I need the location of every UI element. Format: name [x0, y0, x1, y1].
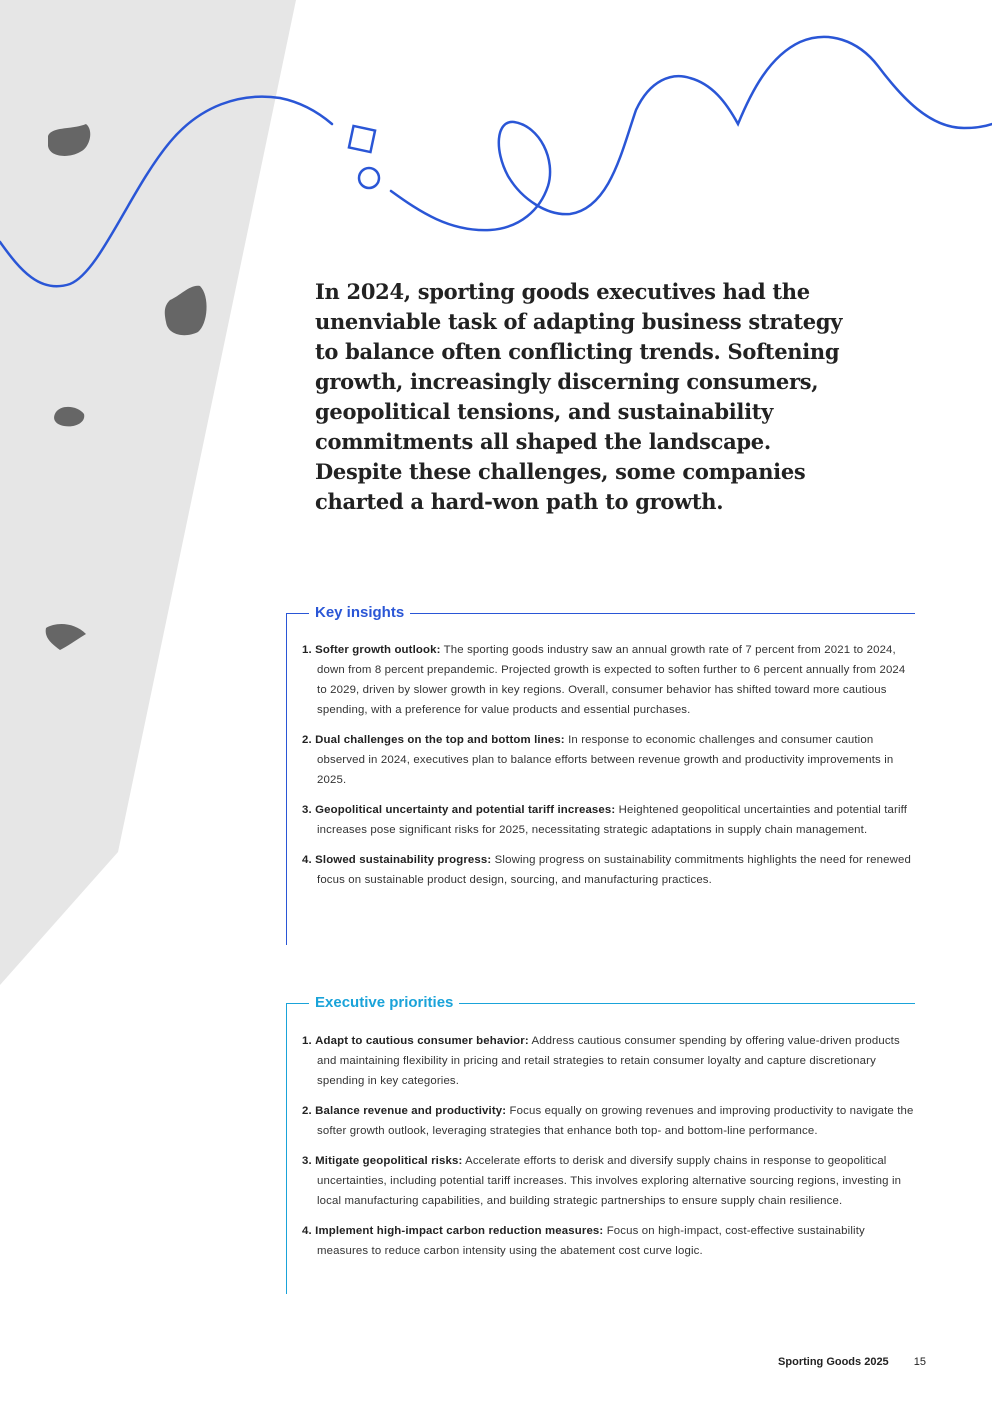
section-side-rule: [286, 613, 287, 945]
list-item: 3. Mitigate geopolitical risks: Accelerate efforts to derisk and diversify supply chains in response to geopolitical uncertainties, including potential tariff increases. This involves exploring alternative sourcing regions, investing in local manufacturing capabilities, and building strategic partnerships to ensure supply chain resilience.: [302, 1155, 902, 1207]
list-item: 4. Slowed sustainability progress: Slowing progress on sustainability commitments highlights the need for renewed focus on sustainable product design, sourcing, and manufacturing practices.: [302, 854, 911, 886]
list-item: 1. Adapt to cautious consumer behavior: Address cautious consumer spending by offering value-driven products and maintaining flexibility in pricing and retail strategies to retain consumer loyalty and capture discretionary spending in key categories.: [302, 1035, 900, 1087]
square-shape: [349, 126, 375, 152]
list-item: 4. Implement high-impact carbon reduction measures: Focus on high-impact, cost-effective sustainability measures to reduce carbon intensity using the abatement cost curve logic.: [302, 1225, 865, 1257]
list-item: 2. Dual challenges on the top and bottom lines: In response to economic challenges and consumer caution observed in 2024, executives plan to balance efforts between revenue growth and productivity improvements in 2025.: [302, 734, 894, 786]
list-item: 3. Geopolitical uncertainty and potential tariff increases: Heightened geopolitical uncertainties and potential tariff increases pose significant risks for 2025, necessitating strategic adaptations in supply chain management.: [302, 804, 908, 836]
page-number: 15: [913, 1356, 926, 1368]
section-side-rule: [286, 1003, 287, 1294]
climbing-wall-shape: [0, 0, 296, 985]
intro-statement: In 2024, sporting goods executives had the unenviable task of adapting business strategy to balance often conflicting trends. Softening growth, increasingly discerning consumers, geopolitical tensions, and sustainability commitments all shaped the landscape. Despite these challenges, some companies charted a hard-won path to growth.: [315, 279, 843, 514]
list-item: 1. Softer growth outlook: The sporting goods industry saw an annual growth rate of 7 percent from 2021 to 2024, down from 8 percent prepandemic. Projected growth is expected to soften further to 6 percent annually from 2024 to 2029, driven by slower growth in key regions. Overall, consumer behavior has shifted toward more cautious spending, with a preference for value products and essential purchases.: [302, 644, 906, 716]
circle-shape: [359, 168, 379, 188]
list-item: 2. Balance revenue and productivity: Focus equally on growing revenues and improving productivity to navigate the softer growth outlook, leveraging strategies that enhance both top- and bottom-line performance.: [302, 1105, 914, 1137]
insights-list: [302, 640, 915, 900]
section-title: Executive priorities: [309, 993, 459, 1013]
squiggle-line: [391, 37, 992, 230]
publication-title: Sporting Goods 2025: [778, 1356, 889, 1368]
page-footer: [778, 1355, 926, 1369]
section-title: Key insights: [309, 603, 410, 623]
priorities-list: [302, 1031, 915, 1271]
